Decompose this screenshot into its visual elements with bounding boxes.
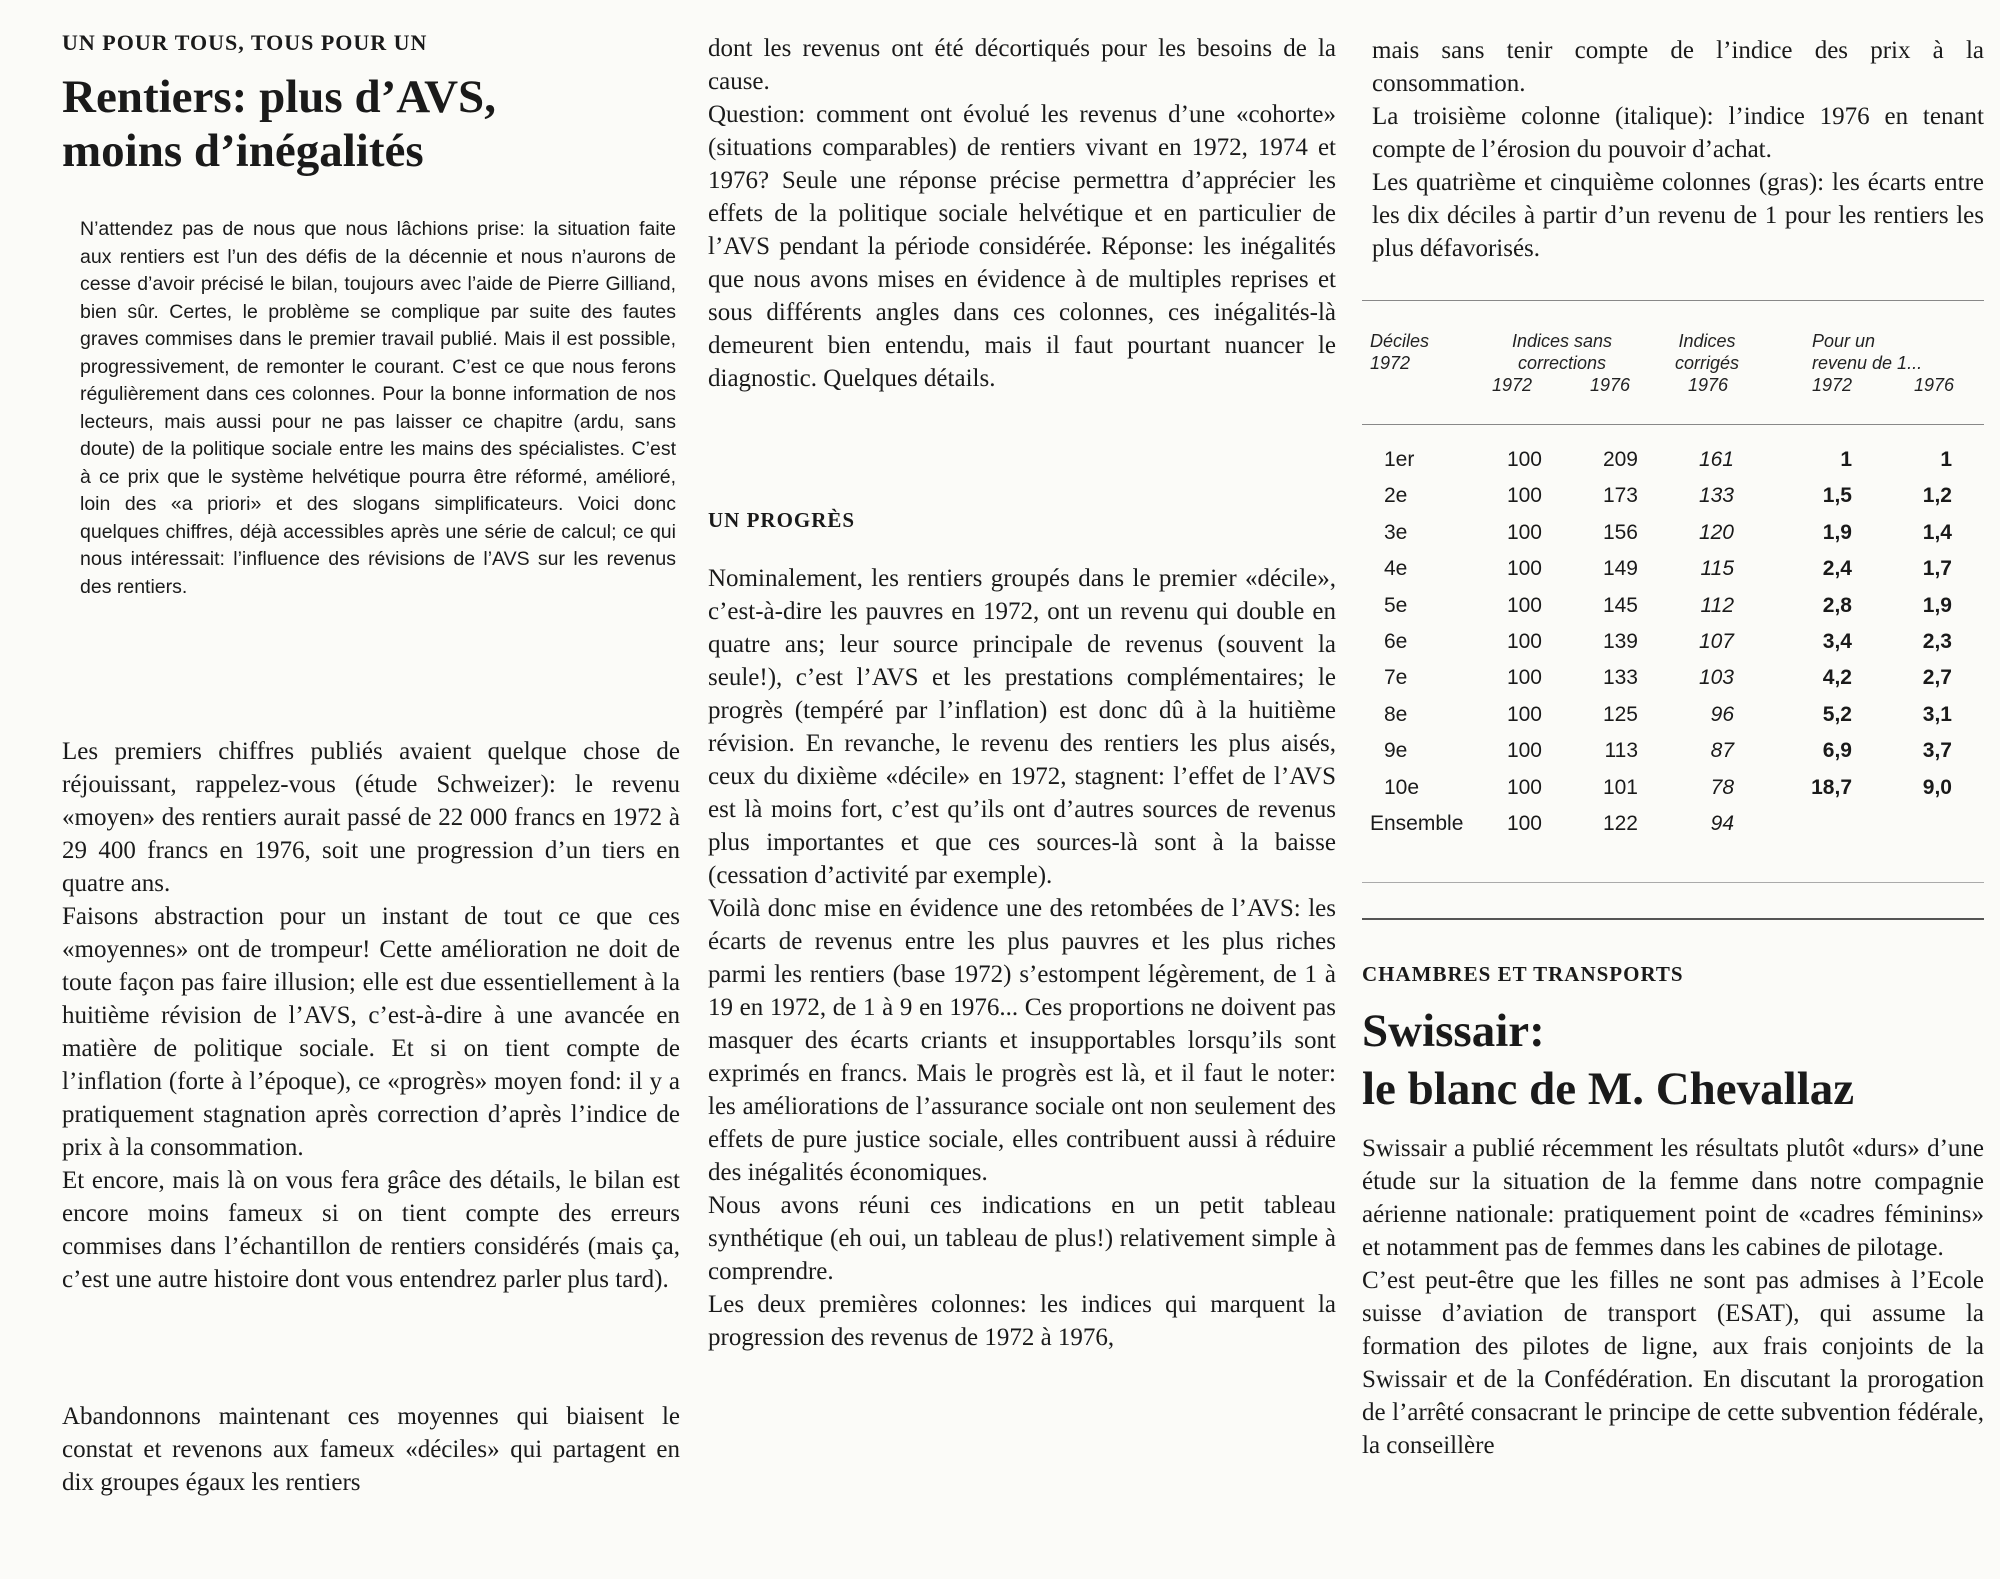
paragraph: Les quatrième et cinquième colonnes (gras): les écarts entre les dix déciles à partir d’un revenu de 1 pour les rentiers les plus défavorisés.: [1372, 169, 1984, 262]
table-cell: 100: [1506, 448, 1542, 471]
table-cell: 1,4: [1922, 520, 1952, 544]
table-year: 1976: [1688, 375, 1729, 395]
table-cell: 161: [1698, 448, 1734, 471]
table-cell: 9,0: [1922, 775, 1952, 799]
table-cell: 5,2: [1822, 702, 1852, 726]
table-cell: 112: [1700, 593, 1734, 617]
paragraph: C’est peut-être que les filles ne sont pas admises à l’Ecole suisse d’aviation de transport (ESAT), qui assume la formation des pilotes de ligne, aux frais conjoints de la Swissair et de la Confédération. En discutant la prorogation de l’arrêté consacrant le principe de cette subvention fédérale, la conseillère: [1362, 1267, 1984, 1459]
paragraph: dont les revenus ont été décortiqués pour les besoins de la cause.: [708, 35, 1336, 95]
table-cell: 1,2: [1922, 484, 1952, 508]
table-cell: 18,7: [1811, 775, 1852, 799]
table-cell: 3,7: [1922, 739, 1952, 763]
subheading: UN PROGRÈS: [708, 508, 856, 532]
table-top-rule: [1362, 300, 1984, 301]
table-cell: 133: [1602, 666, 1638, 690]
paragraph: Nous avons réuni ces indications en un petit tableau synthétique (eh oui, un tableau de plus!) relativement simple à comprendre.: [708, 1192, 1336, 1285]
table-cell: 122: [1602, 812, 1638, 835]
table-cell: 156: [1602, 520, 1638, 544]
column-1: [62, 0, 680, 1579]
section-divider: [1362, 918, 1984, 920]
article-title-line-1: Swissair:: [1362, 1005, 1545, 1057]
table-cell: 125: [1602, 702, 1638, 726]
table-cell: 2,8: [1822, 593, 1852, 617]
table-cell: 3,4: [1822, 630, 1852, 653]
table-cell: 113: [1604, 739, 1638, 763]
table-year: 1976: [1590, 375, 1631, 395]
table-cell: 139: [1602, 630, 1638, 653]
article-title-line-2: le blanc de M. Chevallaz: [1362, 1063, 1855, 1115]
table-cell: 145: [1602, 593, 1638, 617]
article-body-progres: [708, 562, 1336, 1354]
table-cell: 100: [1506, 593, 1542, 617]
article-lead: N’attendez pas de nous que nous lâchions prise: la situation faite aux rentiers est l’un des défis de la décennie et nous n’aurons de cesse d’avoir précisé le bilan, toujours avec l’aide de Pierre Gilliand, bien sûr. Certes, le problème se complique par suite des fautes graves commises dans le premier travail publié. Mais il est possible, progressivement, de remonter le courant. C’est ce que nous ferons régulièrement dans ces colonnes. Pour la bonne information de nos lecteurs, mais aussi pour ne pas laisser ce chapitre (ardu, sans doute) de la politique sociale entre les mains des spécialistes. C’est à ce prix que le système helvétique pourra être réformé, amélioré, loin des «a priori» et des slogans simplificateurs. Voici donc quelques chiffres, déjà accessibles après une série de calcul; ce qui nous intéressait: l’influence des révisions de l’AVS sur les revenus des rentiers.: [80, 218, 676, 598]
table-cell: Ensemble: [1370, 812, 1464, 835]
table-cell: 120: [1698, 520, 1734, 544]
paragraph: Question: comment ont évolué les revenus d’une «cohorte» (situations comparables) de rentiers vivant en 1972, 1974 et 1976? Seule une réponse précise permettra d’apprécier les effets de la politique sociale helvétique et en particulier de l’AVS pendant la période considérée. Réponse: les inégalités que nous avons mises en évidence à de multiples reprises et sous différents angles dans ces colonnes, ces inégalités-là demeurent bien entendu, mais il faut pourtant nuancer le diagnostic. Quelques détails.: [708, 101, 1336, 392]
table-header-deciles: Déciles 1972: [1370, 331, 1430, 373]
table-cell: 3e: [1384, 520, 1408, 544]
table-header-rule: [1362, 424, 1984, 425]
table-cell: 100: [1506, 630, 1542, 653]
table-cell: 100: [1506, 739, 1542, 763]
table-cell: 1,5: [1822, 484, 1852, 508]
table-cell: 4,2: [1822, 666, 1852, 690]
table-cell: 78: [1710, 775, 1734, 799]
paragraph: Et encore, mais là on vous fera grâce des détails, le bilan est encore moins fameux si on tient compte des erreurs commises dans l’échantillon de rentiers considérés (mais ça, c’est une autre histoire dont vous entendrez parler plus tard).: [62, 1167, 680, 1293]
table-cell: 1,9: [1822, 520, 1852, 544]
table-header-indices-sans: Indices sans corrections: [1511, 331, 1613, 373]
table-year: 1972: [1492, 375, 1533, 395]
article-title: [1362, 1002, 1984, 1118]
article-body-cont: [708, 32, 1336, 395]
paragraph: mais sans tenir compte de l’indice des prix à la consommation.: [1372, 37, 1984, 97]
table-cell: 100: [1506, 812, 1542, 835]
paragraph: Abandonnons maintenant ces moyennes qui biaisent le constat et revenons aux fameux «déciles» qui partagent en dix groupes égaux les rentiers: [62, 1403, 680, 1496]
paragraph: La troisième colonne (italique): l’indice 1976 en tenant compte de l’érosion du pouvoir d’achat.: [1372, 103, 1984, 163]
table-cell: 100: [1506, 520, 1542, 544]
table-cell: 115: [1700, 557, 1734, 581]
article-body: [1362, 1132, 1984, 1462]
table-cell: 87: [1710, 739, 1734, 763]
table-cell: 100: [1506, 666, 1542, 690]
table-cell: 5e: [1384, 593, 1408, 617]
article-title: [62, 70, 680, 178]
article-kicker: CHAMBRES ET TRANSPORTS: [1362, 962, 1684, 986]
column-3: [1362, 0, 1984, 1579]
table-cell: 1,7: [1922, 557, 1952, 581]
table-header-indices-corriges: Indices corrigés: [1674, 331, 1740, 373]
table-cell: 173: [1602, 484, 1638, 508]
table-year: 1972: [1812, 375, 1853, 395]
table-header-pour-un: Pour un revenu de 1...: [1812, 331, 1923, 373]
table-cell: 6e: [1384, 630, 1408, 653]
table-cell: 100: [1506, 775, 1542, 799]
table-cell: 209: [1602, 448, 1638, 471]
table-cell: 133: [1698, 484, 1734, 508]
table-cell: 9e: [1384, 739, 1408, 763]
deciles-table: [1362, 300, 1984, 900]
table-cell: 100: [1506, 702, 1542, 726]
table-cell: 101: [1602, 775, 1638, 799]
table-cell: 10e: [1384, 775, 1420, 799]
table-cell: 8e: [1384, 702, 1408, 726]
table-cell: 96: [1710, 702, 1734, 726]
article-body-end: [1372, 34, 1984, 265]
paragraph: Les deux premières colonnes: les indices qui marquent la progression des revenus de 1972 à 1976,: [708, 1291, 1336, 1351]
table-year: 1976: [1914, 375, 1955, 395]
table-cell: 3,1: [1922, 702, 1952, 726]
table-cell: 1,9: [1922, 593, 1952, 617]
table-cell: 107: [1698, 630, 1734, 653]
table-cell: 1: [1940, 448, 1952, 471]
table-cell: 4e: [1384, 557, 1408, 581]
table-cell: 94: [1710, 812, 1734, 835]
article-title-line-1: Rentiers: plus d’AVS,: [62, 71, 496, 123]
table-cell: 2,3: [1922, 630, 1952, 653]
paragraph: Voilà donc mise en évidence une des retombées de l’AVS: les écarts de revenus entre les plus pauvres et les plus riches parmi les rentiers (base 1972) s’estompent légèrement, de 1 à 19 en 1972, de 1 à 9 en 1976... Ces proportions ne doivent pas masquer des écarts criants et insupportables lorsqu’ils sont exprimés en francs. Mais le progrès est là, et il faut le noter: les améliorations de l’assurance sociale ont non seulement des effets de pure justice sociale, elles contribuent aussi à réduire des inégalités économiques.: [708, 895, 1336, 1186]
table-cell: 149: [1602, 557, 1638, 581]
paragraph: Faisons abstraction pour un instant de tout ce que ces «moyennes» ont de trompeur! Cette amélioration ne doit de toute façon pas faire illusion; elle est due essentiellement à la huitième révision de l’AVS, c’est-à-dire à une avancée en matière de politique sociale. Et si on tient compte de l’inflation (forte à l’époque), ce «progrès» moyen fond: il y a pratiquement stagnation après correction d’après l’indice de prix à la consommation.: [62, 903, 680, 1161]
paragraph: Swissair a publié récemment les résultats plutôt «durs» d’une étude sur la situation de la femme dans notre compagnie aérienne nationale: pratiquement point de «cadres féminins» et notamment pas de femmes dans les cabines de pilotage.: [1362, 1135, 1984, 1261]
table-cell: 2,7: [1922, 666, 1952, 690]
paragraph: Nominalement, les rentiers groupés dans le premier «décile», c’est-à-dire les pauvres en 1972, ont un revenu qui double en quatre ans; leur source principale de revenus (souvent la seule!), c’est l’AVS et les prestations complémentaires; le progrès (tempéré par l’inflation) est donc dû à la huitième révision. En revanche, le revenu des rentiers les plus aisés, ceux du dixième «décile» en 1972, stagnent: l’effet de l’AVS est là moins fort, c’est qu’ils ont d’autres sources de revenus plus importantes et que ces sources-là sont à la baisse (cessation d’activité par exemple).: [708, 565, 1336, 889]
table-cell: 103: [1698, 666, 1734, 690]
table-cell: 100: [1506, 557, 1542, 581]
article-body-start: [62, 735, 680, 1296]
table-cell: 2e: [1384, 484, 1408, 508]
table-cell: 6,9: [1822, 739, 1852, 763]
article-title-line-2: moins d’inégalités: [62, 125, 424, 177]
article-kicker: UN POUR TOUS, TOUS POUR UN: [62, 30, 428, 55]
table-cell: 100: [1506, 484, 1542, 508]
table-cell: 1er: [1384, 448, 1415, 471]
column-2: [708, 0, 1336, 1579]
table-cell: 1: [1840, 448, 1852, 471]
table-cell: 2,4: [1822, 557, 1852, 581]
paragraph: Les premiers chiffres publiés avaient quelque chose de réjouissant, rappelez-vous (étude Schweizer): le revenu «moyen» des rentiers aurait passé de 22 000 francs en 1972 à 29 400 francs en 1976, soit une progression d’un tiers en quatre ans.: [62, 738, 680, 897]
table-bottom-rule: [1362, 882, 1984, 883]
table-cell: 7e: [1384, 666, 1408, 690]
